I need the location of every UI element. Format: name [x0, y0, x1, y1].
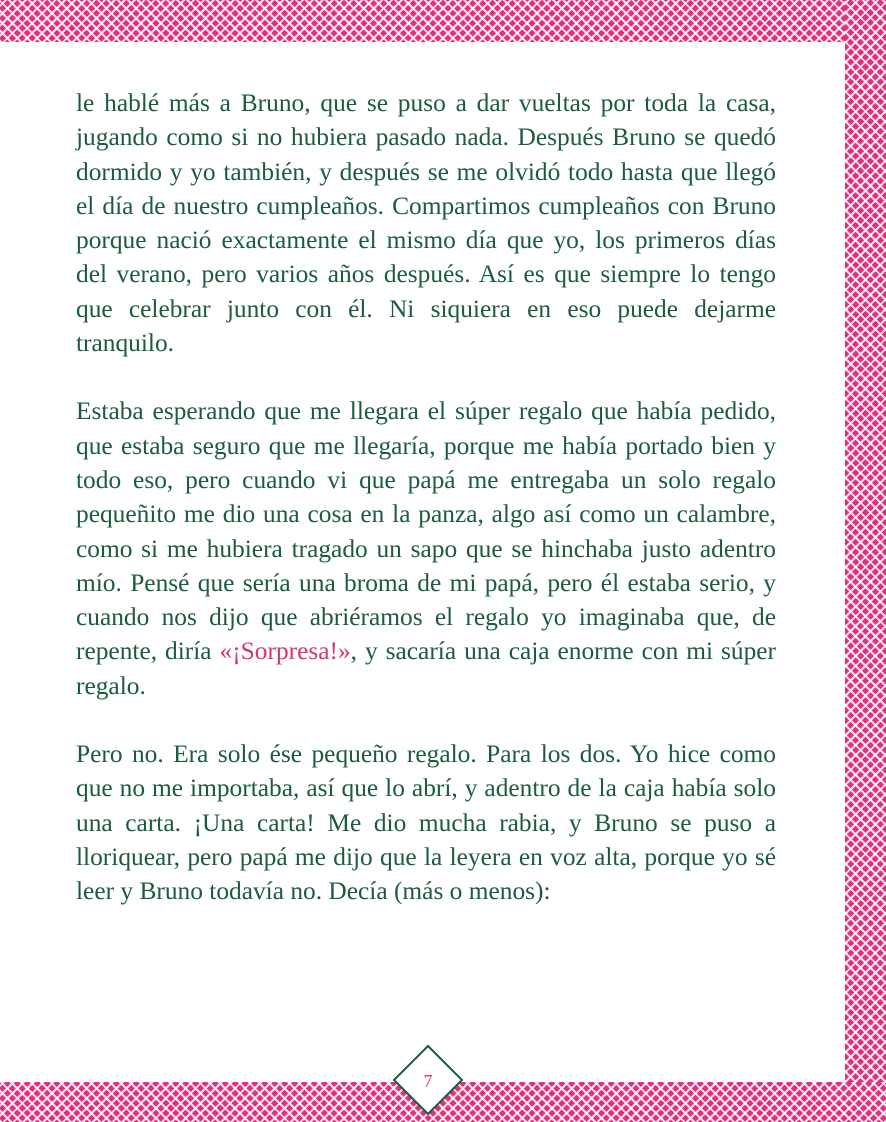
paragraph-3	[76, 737, 776, 908]
story-text	[76, 86, 776, 943]
highlighted-exclamation: «¡Sorpresa!»	[219, 637, 351, 666]
text-run: le hablé más a Bruno, que se puso a dar vueltas por toda la casa, jugando como si no hubiera pasado nada. Después Bruno se quedó dormido y yo también, y después se me olvidó todo hasta que llegó el día de nuestro cumpleaños. Compartimos cumpleaños con Bruno porque nació exactamente el mismo día que yo, los primeros días del verano, pero varios años después. Así es que siempre lo tengo que celebrar junto con él. Ni siquiera en eso puede dejarme tranquilo.	[76, 89, 776, 358]
decorative-border-top	[0, 0, 886, 42]
text-run: Pero no. Era solo ése pequeño regalo. Para los dos. Yo hice como que no me importaba, así que lo abrí, y adentro de la caja había solo una carta. ¡Una carta! Me dio mucha rabia, y Bruno se puso a lloriquear, pero papá me dijo que la leyera en voz alta, porque yo sé leer y Bruno todavía no. Decía (más o menos):	[76, 740, 776, 906]
paragraph-1	[76, 86, 776, 360]
page-number: 7	[423, 1071, 433, 1091]
text-run: , y sacaría una caja enorme con mi súper regalo.	[76, 637, 776, 700]
text-run: Estaba esperando que me llegara el súper regalo que había pedido, que estaba seguro que me llegaría, porque me había portado bien y todo eso, pero cuando vi que papá me entregaba un solo regalo pequeñito me dio una cosa en la panza, algo así como un calambre, como si me hubiera tragado un sapo que se hinchaba justo adentro mío. Pensé que sería una broma de mi papá, pero él estaba serio, y cuando nos dijo que abriéramos el regalo yo imaginaba que, de repente, diría	[76, 397, 776, 666]
decorative-border-right	[845, 0, 886, 1122]
paragraph-2	[76, 394, 776, 703]
